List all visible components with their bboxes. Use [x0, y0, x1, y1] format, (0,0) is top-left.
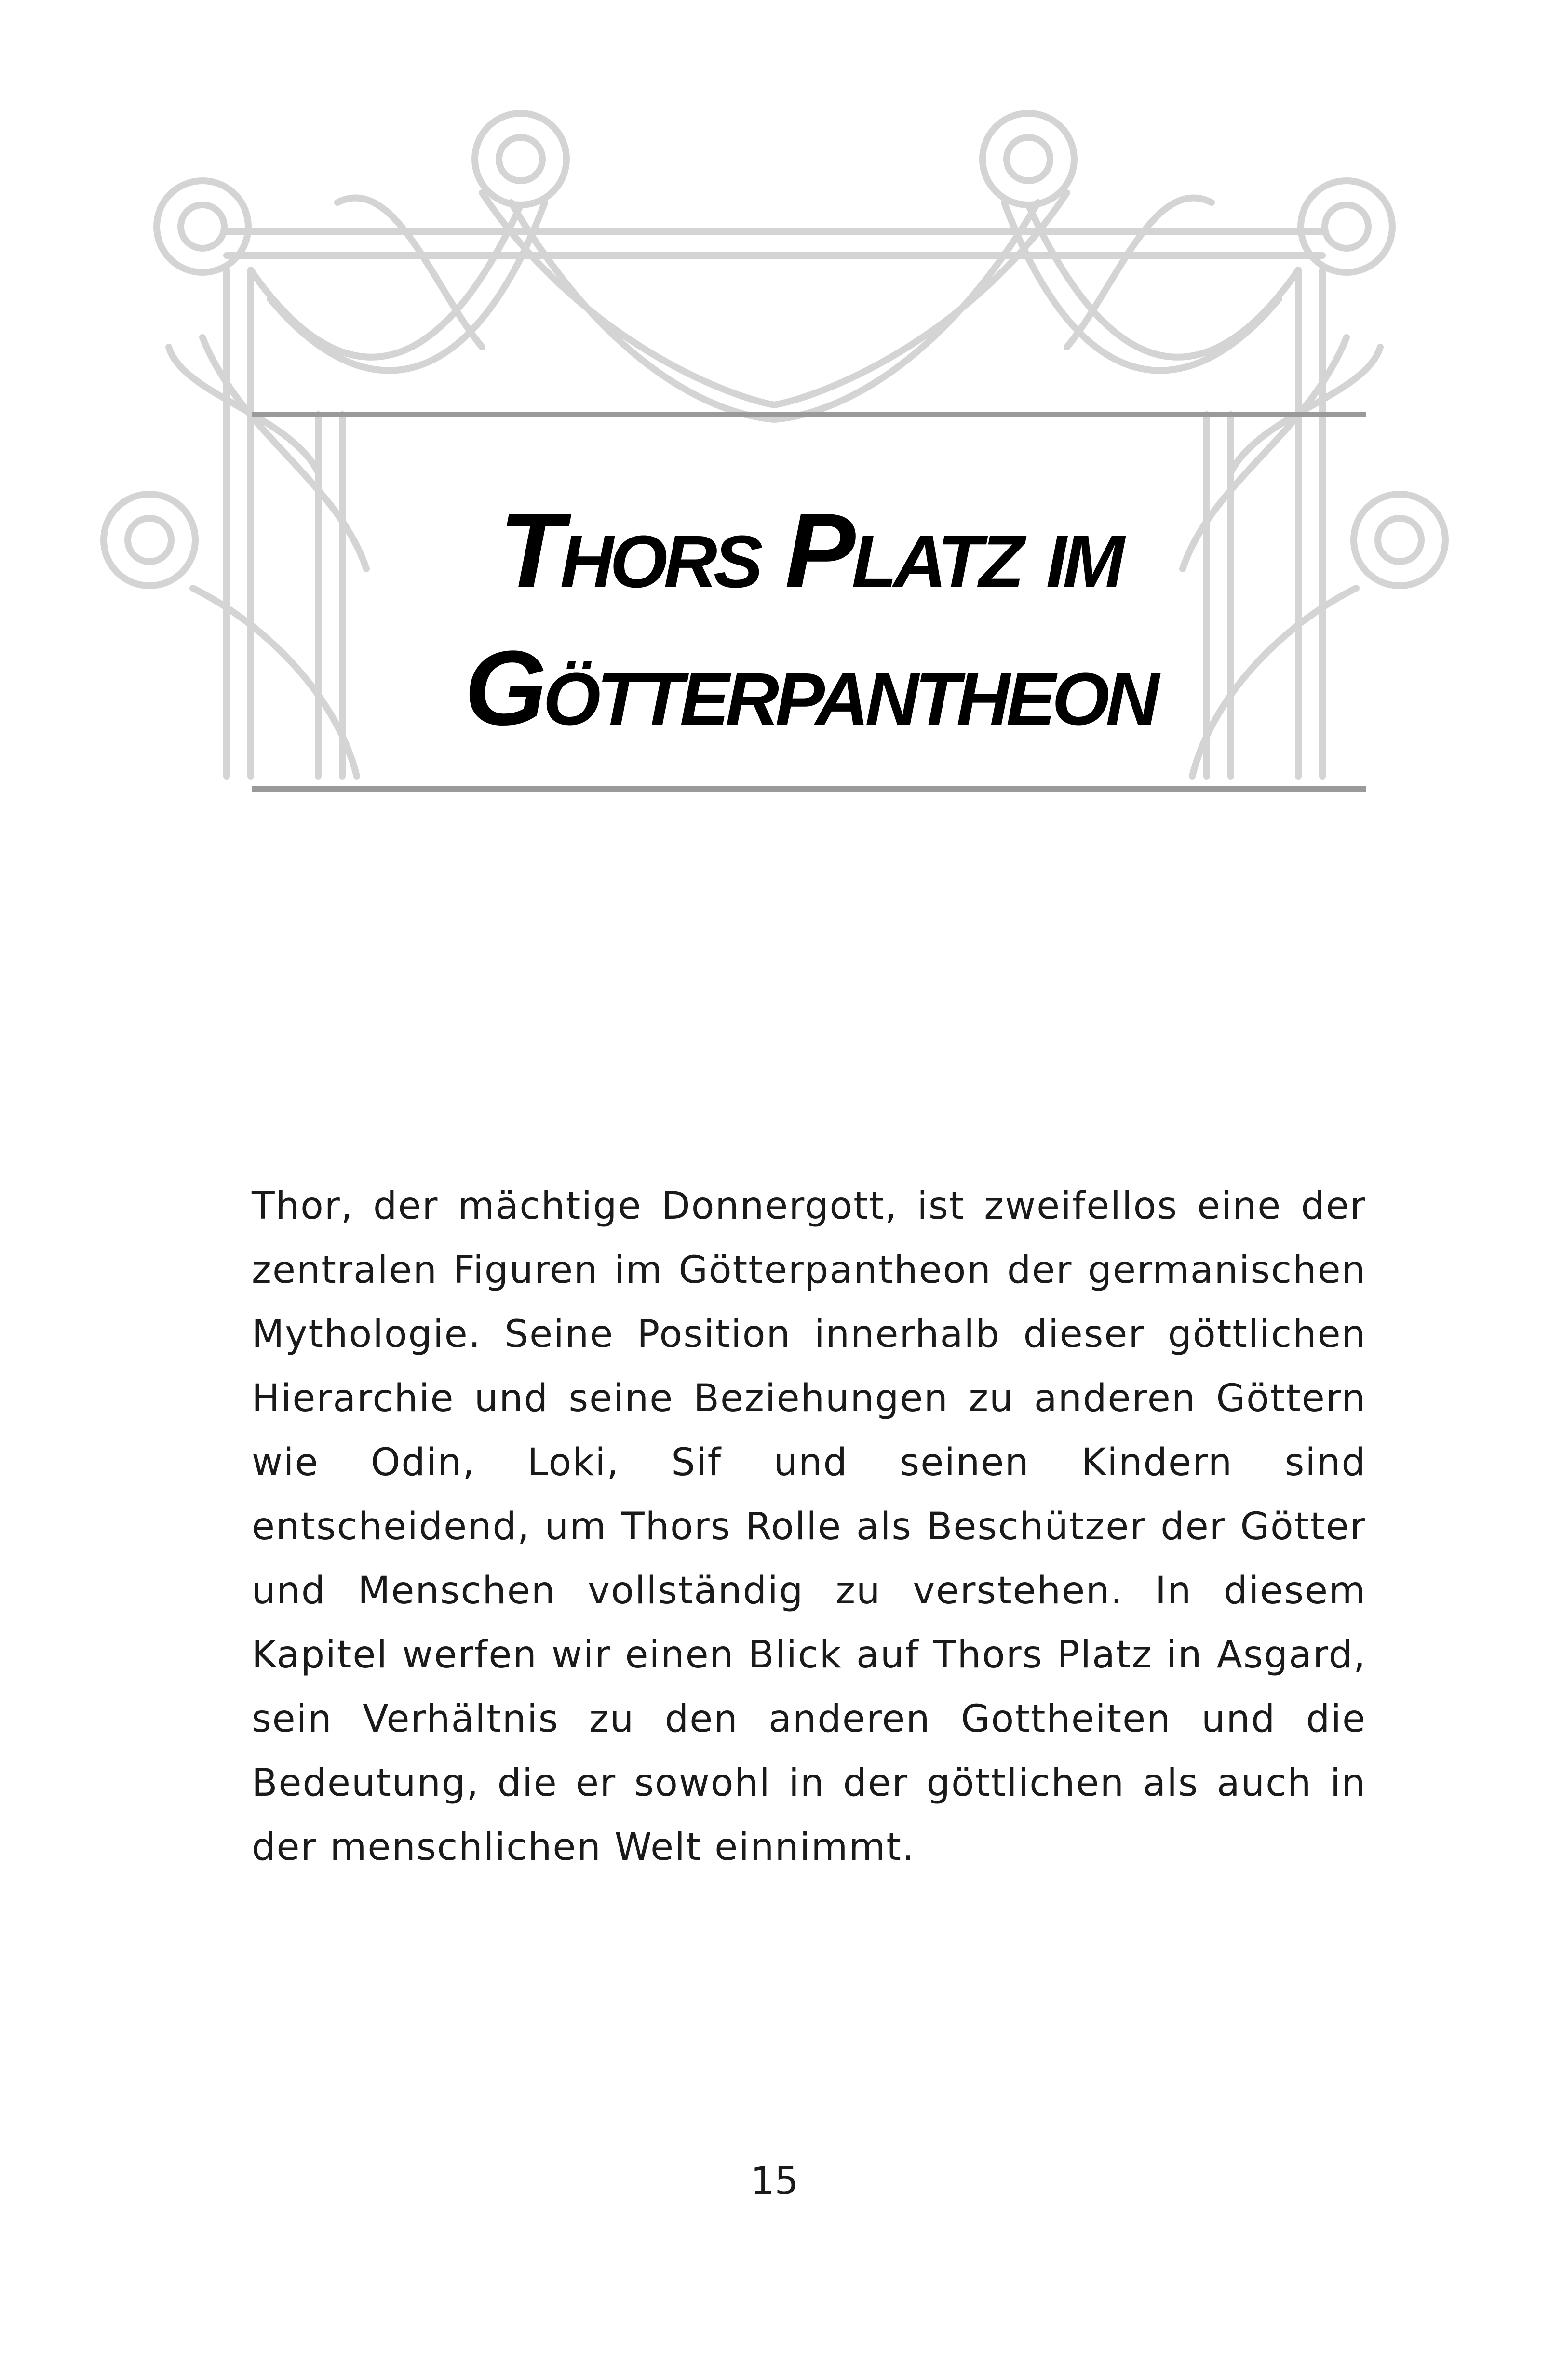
page-number: 15 [750, 2160, 799, 2203]
body-paragraph: Thor, der mächtige Donnergott, ist zweifellos eine der zentralen Figuren im Götterpantheon der germanischen Mythologie. Seine Position innerhalb dieser göttlichen Hierarchie und seine Beziehungen zu anderen Göttern wie Odin, Loki, Sif und seinen Kindern sind entscheidend, um Thors Rolle als Beschützer der Götter und Menschen vollständig zu verstehen. In diesem Kapitel werfen wir einen Blick auf Thors Platz in Asgard, sein Verhältnis zu den anderen Gottheiten und die Bedeutung, die er sowohl in der göttlichen als auch in der menschlichen Welt einnimmt. [252, 1184, 1366, 1869]
title-rule-top [252, 412, 1366, 417]
chapter-title: Thors Platz im Götterpantheon [464, 491, 1156, 747]
title-rule-bottom [252, 786, 1366, 792]
